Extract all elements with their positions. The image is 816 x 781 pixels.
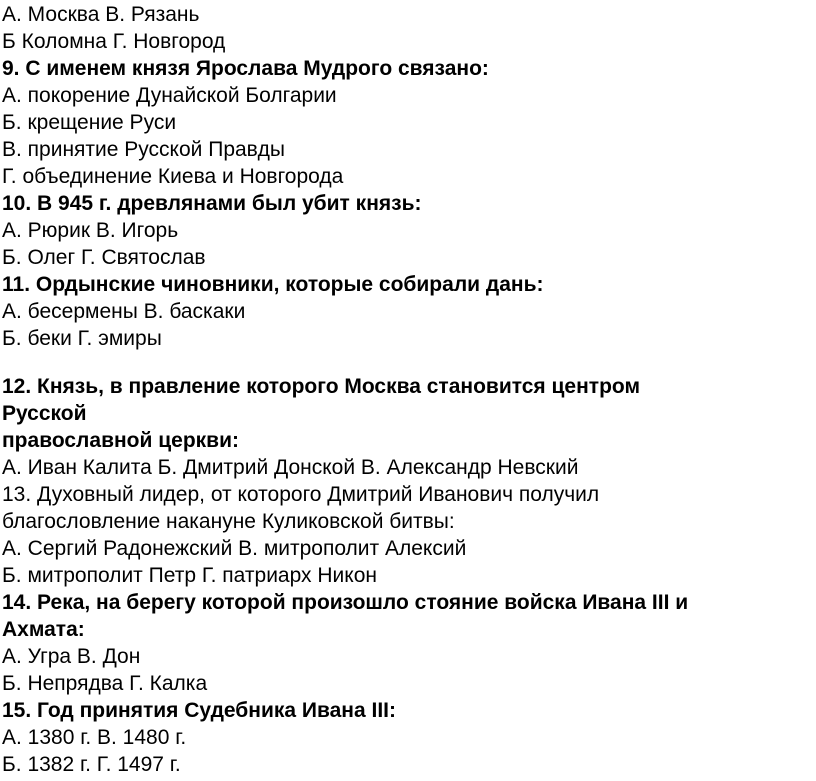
answer-options-line: Б. Олег Г. Святослав [2,246,206,269]
answer-option: Б. крещение Руси [2,111,177,134]
answer-options-line: Б. 1382 г. Г. 1497 г. [2,753,181,776]
answer-options-line: А. Иван Калита Б. Дмитрий Донской В. Александр Невский [2,456,579,479]
question-12-continued: Русской [2,402,87,425]
question-11: 11. Ордынские чиновники, которые собирали дань: [2,273,544,296]
question-14-continued: Ахмата: [2,618,85,641]
answer-options-line: А. бесермены В. баскаки [2,300,246,323]
answer-options-line: А. Сергий Радонежский В. митрополит Алексий [2,537,467,560]
answer-options-line: Б. беки Г. эмиры [2,327,162,350]
answer-options-line: А. Угра В. Дон [2,645,141,668]
question-12: 12. Князь, в правление которого Москва становится центром [2,375,640,398]
question-13: 13. Духовный лидер, от которого Дмитрий Иванович получил [2,483,600,506]
answer-options-line: А. 1380 г. В. 1480 г. [2,726,187,749]
question-9: 9. С именем князя Ярослава Мудрого связано: [2,57,489,80]
question-14: 14. Река, на берегу которой произошло стояние войска Ивана III и [2,591,689,614]
question-15: 15. Год принятия Судебника Ивана III: [2,699,396,722]
question-12-continued: православной церкви: [2,429,239,452]
question-13-continued: благословление накануне Куликовской битвы: [2,510,455,533]
answer-options-line: А. Москва В. Рязань [2,3,200,26]
answer-option: В. принятие Русской Правды [2,138,285,161]
question-10: 10. В 945 г. древлянами был убит князь: [2,192,422,215]
answer-options-line: Б. митрополит Петр Г. патриарх Никон [2,564,377,587]
answer-options-line: А. Рюрик В. Игорь [2,219,179,242]
answer-option: Г. объединение Киева и Новгорода [2,165,344,188]
answer-options-line: Б. Непрядва Г. Калка [2,672,208,695]
answer-options-line: Б Коломна Г. Новгород [2,30,226,53]
answer-option: А. покорение Дунайской Болгарии [2,84,337,107]
